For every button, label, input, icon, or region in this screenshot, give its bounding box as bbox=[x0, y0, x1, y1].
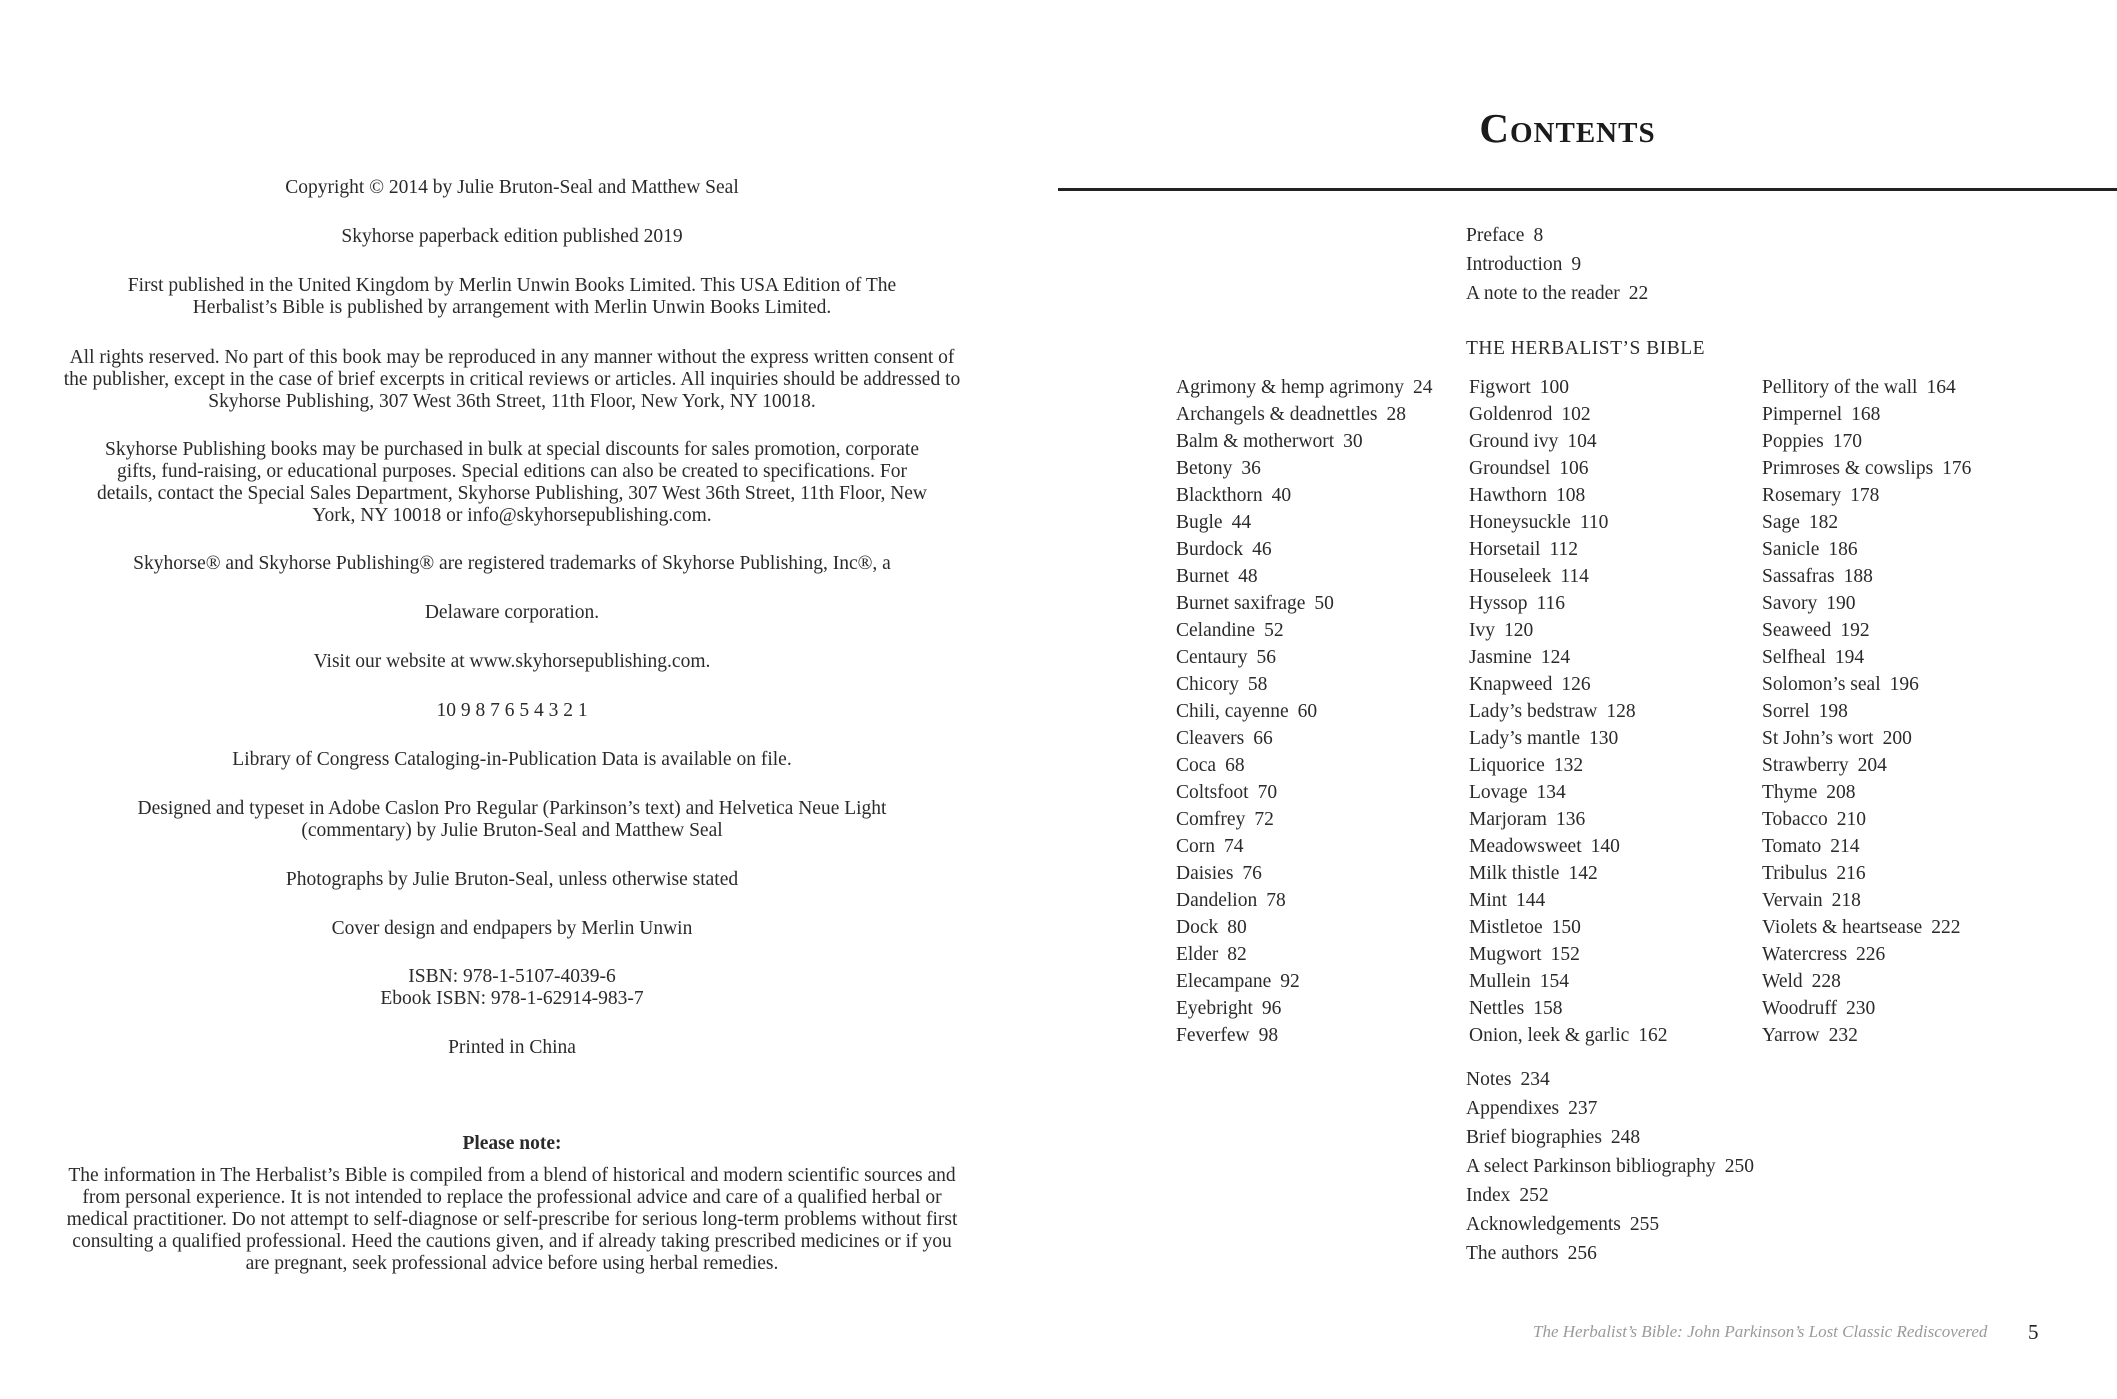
toc-entry-page: 188 bbox=[1843, 566, 1873, 587]
toc-entry bbox=[1176, 860, 1433, 887]
toc-entry-title: Hyssop bbox=[1469, 593, 1528, 614]
toc-entry bbox=[1762, 482, 1971, 509]
toc-entry bbox=[1176, 752, 1433, 779]
toc-entry bbox=[1176, 941, 1433, 968]
toc-entry-title: Index bbox=[1466, 1185, 1511, 1206]
toc-entry-page: 56 bbox=[1256, 647, 1276, 668]
toc-entry-page: 114 bbox=[1560, 566, 1589, 587]
toc-entry bbox=[1466, 250, 1648, 279]
toc-entry-page: 164 bbox=[1926, 377, 1956, 398]
toc-entry-title: Tomato bbox=[1762, 836, 1822, 857]
toc-entry-title: Milk thistle bbox=[1469, 863, 1560, 884]
toc-entry bbox=[1762, 1022, 1971, 1049]
toc-entry-page: 222 bbox=[1931, 917, 1961, 938]
toc-entry-page: 74 bbox=[1224, 836, 1244, 857]
toc-entry-page: 9 bbox=[1571, 254, 1582, 275]
toc-entry-page: 256 bbox=[1567, 1243, 1597, 1264]
toc-entry bbox=[1176, 1022, 1433, 1049]
toc-entry bbox=[1469, 482, 1668, 509]
toc-entry-page: 92 bbox=[1280, 971, 1300, 992]
toc-entry-title: Woodruff bbox=[1762, 998, 1837, 1019]
toc-entry bbox=[1762, 914, 1971, 941]
toc-entry-title: Onion, leek & garlic bbox=[1469, 1025, 1630, 1046]
toc-entry-title: Comfrey bbox=[1176, 809, 1246, 830]
toc-entry-page: 58 bbox=[1247, 674, 1268, 695]
toc-entry-page: 22 bbox=[1628, 283, 1649, 304]
toc-entry bbox=[1469, 698, 1668, 725]
toc-entry-title: Yarrow bbox=[1762, 1025, 1820, 1046]
toc-entry bbox=[1469, 455, 1668, 482]
toc-entry bbox=[1176, 536, 1433, 563]
toc-entry-title: Centaury bbox=[1176, 647, 1248, 668]
toc-entry-title: Weld bbox=[1762, 971, 1803, 992]
toc-entry-page: 108 bbox=[1555, 485, 1586, 506]
toc-entry-page: 194 bbox=[1834, 647, 1865, 668]
toc-entry-title: Goldenrod bbox=[1469, 404, 1553, 425]
toc-entry-title: Bugle bbox=[1176, 512, 1223, 533]
toc-entry bbox=[1466, 1239, 1754, 1268]
toc-entry-title: Watercress bbox=[1762, 944, 1848, 965]
toc-entry bbox=[1469, 725, 1668, 752]
toc-entry-title: Pimpernel bbox=[1762, 404, 1843, 425]
toc-entry bbox=[1469, 617, 1668, 644]
trademark-line: Skyhorse® and Skyhorse Publishing® are registered trademarks of Skyhorse Publishing, Inc®, a bbox=[133, 553, 891, 574]
toc-entry bbox=[1176, 833, 1433, 860]
toc-entry-title: Figwort bbox=[1469, 377, 1531, 398]
toc-entry-title: Sanicle bbox=[1762, 539, 1820, 560]
toc-entry-page: 210 bbox=[1836, 809, 1867, 830]
toc-entry-title: Groundsel bbox=[1469, 458, 1551, 479]
toc-entry bbox=[1762, 806, 1971, 833]
toc-entry bbox=[1176, 455, 1433, 482]
toc-entry bbox=[1469, 563, 1668, 590]
toc-entry bbox=[1176, 914, 1433, 941]
toc-entry-page: 216 bbox=[1836, 863, 1866, 884]
toc-entry bbox=[1762, 698, 1971, 725]
toc-entry bbox=[1762, 536, 1971, 563]
toc-entry-page: 36 bbox=[1241, 458, 1261, 479]
toc-entry-title: Cleavers bbox=[1176, 728, 1245, 749]
toc-entry-title: Primroses & cowslips bbox=[1762, 458, 1934, 479]
photographs-line: Photographs by Julie Bruton-Seal, unless otherwise stated bbox=[285, 869, 739, 890]
toc-entry-page: 152 bbox=[1550, 944, 1580, 965]
toc-entry-page: 98 bbox=[1258, 1025, 1279, 1046]
toc-entry-title: Brief biographies bbox=[1466, 1127, 1602, 1148]
toc-entry-page: 80 bbox=[1227, 917, 1247, 938]
toc-entry-title: Meadowsweet bbox=[1469, 836, 1582, 857]
toc-entry-title: Mullein bbox=[1469, 971, 1531, 992]
toc-entry-title: A note to the reader bbox=[1466, 283, 1620, 304]
toc-entry-title: Seaweed bbox=[1762, 620, 1832, 641]
toc-entry-title: Feverfew bbox=[1176, 1025, 1250, 1046]
toc-entry-page: 78 bbox=[1266, 890, 1286, 911]
toc-entry-title: The authors bbox=[1466, 1243, 1559, 1264]
toc-entry bbox=[1176, 698, 1433, 725]
toc-entry bbox=[1762, 401, 1971, 428]
printed-in-line: Printed in China bbox=[448, 1037, 576, 1058]
toc-entry-page: 154 bbox=[1539, 971, 1569, 992]
first-published-paragraph: First published in the United Kingdom by Merlin Unwin Books Limited. This USA Edition of The Herbalist’s Bible is published by arrangement with Merlin Unwin Books Limited. bbox=[127, 275, 897, 318]
toc-entry bbox=[1176, 428, 1433, 455]
toc-entry-page: 142 bbox=[1568, 863, 1598, 884]
toc-entry-page: 196 bbox=[1889, 674, 1919, 695]
toc-entry bbox=[1469, 914, 1668, 941]
toc-entry-title: Archangels & deadnettles bbox=[1176, 404, 1378, 425]
toc-entry-page: 208 bbox=[1826, 782, 1856, 803]
toc-entry-page: 144 bbox=[1515, 890, 1546, 911]
toc-entry-page: 76 bbox=[1242, 863, 1262, 884]
toc-entry-title: Preface bbox=[1466, 225, 1525, 246]
toc-entry-title: Balm & motherwort bbox=[1176, 431, 1335, 452]
toc-entry-title: St John’s wort bbox=[1762, 728, 1874, 749]
toc-entry-title: Lady’s mantle bbox=[1469, 728, 1581, 749]
toc-entry bbox=[1469, 941, 1668, 968]
toc-entry-page: 162 bbox=[1638, 1025, 1668, 1046]
toc-entry-page: 100 bbox=[1539, 377, 1570, 398]
toc-entry bbox=[1469, 833, 1668, 860]
please-note-paragraph: The information in The Herbalist’s Bible is compiled from a blend of historical and modern scientific sources and from personal experience. It is not intended to replace the professional advice and care of a qualified herbal or medical practitioner. Do not attempt to self-diagnose or self-prescribe for serious long-term problems without first consulting a qualified professional. Heed the cautions given, and if already taking prescribed medicines or if you are pregnant, seek professional advice before using herbal remedies. bbox=[66, 1165, 958, 1274]
toc-entry bbox=[1466, 221, 1648, 250]
toc-entry-title: Burnet bbox=[1176, 566, 1230, 587]
toc-entry-title: Acknowledgements bbox=[1466, 1214, 1621, 1235]
toc-entry bbox=[1469, 806, 1668, 833]
toc-entry bbox=[1469, 374, 1668, 401]
cover-design-line: Cover design and endpapers by Merlin Unwin bbox=[331, 918, 693, 939]
toc-entry-page: 234 bbox=[1520, 1069, 1550, 1090]
toc-entry bbox=[1762, 509, 1971, 536]
toc-entry-title: Jasmine bbox=[1469, 647, 1532, 668]
toc-entry-page: 192 bbox=[1840, 620, 1870, 641]
toc-entry-page: 198 bbox=[1818, 701, 1848, 722]
toc-entry-page: 46 bbox=[1252, 539, 1272, 560]
toc-entry-title: Vervain bbox=[1762, 890, 1823, 911]
toc-entry-title: Selfheal bbox=[1762, 647, 1826, 668]
ebook-isbn-line: Ebook ISBN: 978-1-62914-983-7 bbox=[380, 988, 644, 1009]
toc-entry-title: Dandelion bbox=[1176, 890, 1258, 911]
toc-entry-page: 186 bbox=[1828, 539, 1858, 560]
toc-entry bbox=[1176, 590, 1433, 617]
toc-entry-title: Ivy bbox=[1469, 620, 1495, 641]
toc-entry-page: 124 bbox=[1540, 647, 1571, 668]
toc-entry bbox=[1762, 671, 1971, 698]
toc-entry-page: 28 bbox=[1386, 404, 1406, 425]
toc-entry-page: 252 bbox=[1519, 1185, 1549, 1206]
please-note-heading: Please note: bbox=[462, 1133, 562, 1154]
toc-entry bbox=[1176, 482, 1433, 509]
toc-entry bbox=[1762, 941, 1971, 968]
toc-entry-title: Lovage bbox=[1469, 782, 1528, 803]
toc-entry-page: 96 bbox=[1261, 998, 1282, 1019]
toc-entry-page: 176 bbox=[1942, 458, 1972, 479]
toc-entry-title: Sorrel bbox=[1762, 701, 1810, 722]
toc-entry bbox=[1469, 752, 1668, 779]
toc-entry-page: 218 bbox=[1831, 890, 1861, 911]
toc-entry-title: Betony bbox=[1176, 458, 1233, 479]
herb-column-1 bbox=[1176, 374, 1433, 1049]
toc-entry-title: Mugwort bbox=[1469, 944, 1542, 965]
toc-entry-title: Pellitory of the wall bbox=[1762, 377, 1918, 398]
toc-entry-page: 136 bbox=[1555, 809, 1586, 830]
toc-entry-page: 112 bbox=[1549, 539, 1579, 560]
toc-entry bbox=[1466, 1094, 1754, 1123]
rights-paragraph: All rights reserved. No part of this book may be reproduced in any manner without the express written consent of the publisher, except in the case of brief excerpts in critical reviews or articles. All inquiries should be addressed to Skyhorse Publishing, 307 West 36th Street, 11th Floor, New York, NY 10018. bbox=[63, 347, 961, 412]
toc-entry-page: 190 bbox=[1826, 593, 1856, 614]
toc-entry-page: 120 bbox=[1504, 620, 1534, 641]
toc-entry-page: 134 bbox=[1536, 782, 1566, 803]
trademark-line-continued: Delaware corporation. bbox=[424, 602, 600, 623]
toc-entry-page: 140 bbox=[1590, 836, 1620, 857]
toc-entry-title: Lady’s bedstraw bbox=[1469, 701, 1598, 722]
toc-entry-title: Sassafras bbox=[1762, 566, 1835, 587]
toc-entry bbox=[1469, 536, 1668, 563]
toc-entry bbox=[1762, 374, 1971, 401]
toc-entry-page: 24 bbox=[1413, 377, 1433, 398]
toc-entry bbox=[1176, 968, 1433, 995]
toc-entry-page: 230 bbox=[1845, 998, 1876, 1019]
toc-entry-page: 82 bbox=[1227, 944, 1247, 965]
toc-entry-page: 66 bbox=[1253, 728, 1273, 749]
toc-entry-title: Blackthorn bbox=[1176, 485, 1263, 506]
toc-entry bbox=[1469, 1022, 1668, 1049]
toc-entry-page: 214 bbox=[1830, 836, 1860, 857]
toc-entry-title: Hawthorn bbox=[1469, 485, 1547, 506]
toc-entry bbox=[1466, 1065, 1754, 1094]
toc-entry-title: Burnet saxifrage bbox=[1176, 593, 1306, 614]
toc-entry-page: 72 bbox=[1254, 809, 1274, 830]
toc-entry-title: Elecampane bbox=[1176, 971, 1272, 992]
toc-entry bbox=[1762, 563, 1971, 590]
toc-entry bbox=[1762, 779, 1971, 806]
toc-entry bbox=[1469, 860, 1668, 887]
toc-entry-page: 250 bbox=[1724, 1156, 1754, 1177]
toc-entry-page: 104 bbox=[1567, 431, 1597, 452]
toc-entry-title: Mistletoe bbox=[1469, 917, 1543, 938]
running-title: The Herbalist’s Bible: John Parkinson’s Lost Classic Rediscovered bbox=[1533, 1322, 1988, 1341]
toc-entry-page: 116 bbox=[1536, 593, 1566, 614]
bulk-sales-paragraph: Skyhorse Publishing books may be purchased in bulk at special discounts for sales promotion, corporate gifts, fund-raising, or educational purposes. Special editions can also be created to specifications. For details, contact the Special Sales Department, Skyhorse Publishing, 307 West 36th Street, 11th Floor, New York, NY 10018 or info@skyhorsepublishing.com. bbox=[96, 439, 928, 526]
cip-line: Library of Congress Cataloging-in-Publication Data is available on file. bbox=[232, 749, 792, 770]
toc-entry bbox=[1469, 671, 1668, 698]
toc-entry bbox=[1762, 752, 1971, 779]
back-matter-list bbox=[1466, 1065, 1754, 1268]
toc-entry-page: 200 bbox=[1882, 728, 1912, 749]
toc-entry-page: 158 bbox=[1533, 998, 1563, 1019]
toc-entry-title: Dock bbox=[1176, 917, 1219, 938]
toc-entry bbox=[1469, 968, 1668, 995]
toc-entry-title: Liquorice bbox=[1469, 755, 1545, 776]
copyright-line: Copyright © 2014 by Julie Bruton-Seal and Matthew Seal bbox=[285, 177, 739, 198]
toc-entry bbox=[1176, 995, 1433, 1022]
toc-entry-title: Thyme bbox=[1762, 782, 1818, 803]
toc-entry bbox=[1762, 833, 1971, 860]
title-rule bbox=[1058, 188, 2117, 191]
toc-entry bbox=[1466, 1152, 1754, 1181]
toc-entry-title: Nettles bbox=[1469, 998, 1525, 1019]
toc-entry bbox=[1469, 428, 1668, 455]
toc-entry-page: 170 bbox=[1832, 431, 1863, 452]
toc-entry bbox=[1762, 617, 1971, 644]
toc-entry-title: Rosemary bbox=[1762, 485, 1842, 506]
toc-entry-page: 52 bbox=[1264, 620, 1284, 641]
typeset-paragraph: Designed and typeset in Adobe Caslon Pro Regular (Parkinson’s text) and Helvetica Neue Light (commentary) by Julie Bruton-Seal and Matthew Seal bbox=[137, 798, 887, 841]
toc-entry bbox=[1176, 509, 1433, 536]
toc-entry bbox=[1176, 725, 1433, 752]
toc-entry bbox=[1762, 428, 1971, 455]
toc-entry-page: 182 bbox=[1808, 512, 1839, 533]
toc-entry bbox=[1176, 617, 1433, 644]
toc-entry-page: 132 bbox=[1553, 755, 1584, 776]
toc-entry-title: Daisies bbox=[1176, 863, 1234, 884]
toc-entry-title: Sage bbox=[1762, 512, 1800, 533]
toc-entry bbox=[1762, 455, 1971, 482]
section-heading: THE HERBALIST’S BIBLE bbox=[1466, 338, 1706, 359]
toc-entry bbox=[1469, 401, 1668, 428]
toc-entry bbox=[1176, 374, 1433, 401]
toc-entry-page: 70 bbox=[1257, 782, 1278, 803]
herb-column-2 bbox=[1469, 374, 1668, 1049]
toc-entry bbox=[1466, 279, 1648, 308]
toc-entry-page: 68 bbox=[1225, 755, 1245, 776]
toc-entry-page: 110 bbox=[1579, 512, 1609, 533]
printing-line: 10 9 8 7 6 5 4 3 2 1 bbox=[436, 700, 588, 721]
toc-entry-page: 226 bbox=[1856, 944, 1886, 965]
toc-entry bbox=[1176, 806, 1433, 833]
toc-entry-title: Ground ivy bbox=[1469, 431, 1559, 452]
toc-entry-title: A select Parkinson bibliography bbox=[1466, 1156, 1716, 1177]
toc-entry bbox=[1762, 725, 1971, 752]
toc-entry-title: Celandine bbox=[1176, 620, 1256, 641]
toc-entry-title: Houseleek bbox=[1469, 566, 1552, 587]
toc-entry bbox=[1762, 995, 1971, 1022]
toc-entry-page: 168 bbox=[1851, 404, 1881, 425]
toc-entry-page: 50 bbox=[1314, 593, 1334, 614]
copyright-page bbox=[0, 0, 1024, 1399]
toc-entry-title: Coltsfoot bbox=[1176, 782, 1249, 803]
edition-line: Skyhorse paperback edition published 2019 bbox=[341, 226, 683, 247]
toc-entry-page: 130 bbox=[1589, 728, 1619, 749]
toc-entry bbox=[1469, 995, 1668, 1022]
toc-entry-title: Notes bbox=[1466, 1069, 1512, 1090]
toc-entry-title: Strawberry bbox=[1762, 755, 1849, 776]
toc-entry-title: Tobacco bbox=[1762, 809, 1828, 830]
toc-entry-title: Violets & heartsease bbox=[1762, 917, 1923, 938]
toc-entry-page: 106 bbox=[1559, 458, 1589, 479]
toc-entry-page: 30 bbox=[1343, 431, 1363, 452]
toc-entry-page: 102 bbox=[1561, 404, 1591, 425]
toc-entry bbox=[1466, 1123, 1754, 1152]
toc-entry-page: 44 bbox=[1231, 512, 1252, 533]
toc-entry-title: Savory bbox=[1762, 593, 1818, 614]
toc-entry-title: Corn bbox=[1176, 836, 1215, 857]
toc-entry bbox=[1469, 887, 1668, 914]
toc-entry bbox=[1176, 779, 1433, 806]
toc-entry-title: Elder bbox=[1176, 944, 1219, 965]
toc-entry-title: Burdock bbox=[1176, 539, 1244, 560]
isbn-line: ISBN: 978-1-5107-4039-6 bbox=[408, 966, 616, 987]
toc-entry bbox=[1466, 1181, 1754, 1210]
toc-entry-title: Mint bbox=[1469, 890, 1507, 911]
toc-entry-page: 228 bbox=[1811, 971, 1841, 992]
toc-entry-page: 8 bbox=[1533, 225, 1544, 246]
toc-entry-title: Coca bbox=[1176, 755, 1217, 776]
toc-entry-title: Agrimony & hemp agrimony bbox=[1176, 377, 1405, 398]
toc-entry-title: Appendixes bbox=[1466, 1098, 1560, 1119]
toc-entry-page: 128 bbox=[1606, 701, 1636, 722]
toc-entry-page: 204 bbox=[1857, 755, 1887, 776]
toc-entry-page: 150 bbox=[1551, 917, 1581, 938]
toc-entry-title: Solomon’s seal bbox=[1762, 674, 1881, 695]
toc-entry bbox=[1176, 644, 1433, 671]
toc-entry bbox=[1176, 401, 1433, 428]
toc-entry bbox=[1762, 590, 1971, 617]
toc-entry bbox=[1762, 860, 1971, 887]
contents-title: Contents bbox=[1479, 105, 1656, 151]
toc-entry-title: Horsetail bbox=[1469, 539, 1541, 560]
toc-entry-page: 126 bbox=[1561, 674, 1591, 695]
toc-entry bbox=[1762, 644, 1971, 671]
toc-entry bbox=[1176, 671, 1433, 698]
toc-entry-page: 255 bbox=[1629, 1214, 1660, 1235]
toc-entry-page: 48 bbox=[1238, 566, 1258, 587]
toc-entry bbox=[1469, 509, 1668, 536]
toc-entry bbox=[1466, 1210, 1754, 1239]
toc-entry bbox=[1176, 563, 1433, 590]
toc-entry-title: Poppies bbox=[1762, 431, 1824, 452]
toc-entry-title: Tribulus bbox=[1762, 863, 1828, 884]
toc-entry-title: Chicory bbox=[1176, 674, 1239, 695]
toc-entry bbox=[1176, 887, 1433, 914]
website-line: Visit our website at www.skyhorsepublishing.com. bbox=[313, 651, 711, 672]
toc-entry bbox=[1469, 644, 1668, 671]
toc-entry-page: 248 bbox=[1610, 1127, 1641, 1148]
toc-entry-title: Knapweed bbox=[1469, 674, 1553, 695]
toc-entry bbox=[1469, 590, 1668, 617]
toc-entry-page: 40 bbox=[1271, 485, 1292, 506]
toc-entry-title: Chili, cayenne bbox=[1176, 701, 1289, 722]
toc-entry-title: Introduction bbox=[1466, 254, 1563, 275]
toc-entry-title: Honeysuckle bbox=[1469, 512, 1571, 533]
toc-entry-page: 232 bbox=[1828, 1025, 1858, 1046]
toc-entry bbox=[1469, 779, 1668, 806]
toc-entry-page: 237 bbox=[1568, 1098, 1598, 1119]
toc-entry bbox=[1762, 887, 1971, 914]
toc-entry-page: 60 bbox=[1297, 701, 1318, 722]
herb-column-3 bbox=[1762, 374, 1971, 1049]
toc-entry-title: Marjoram bbox=[1469, 809, 1547, 830]
toc-entry-page: 178 bbox=[1850, 485, 1880, 506]
front-matter-list bbox=[1466, 221, 1648, 308]
toc-entry bbox=[1762, 968, 1971, 995]
page-number: 5 bbox=[2028, 1320, 2039, 1344]
toc-entry-title: Eyebright bbox=[1176, 998, 1253, 1019]
